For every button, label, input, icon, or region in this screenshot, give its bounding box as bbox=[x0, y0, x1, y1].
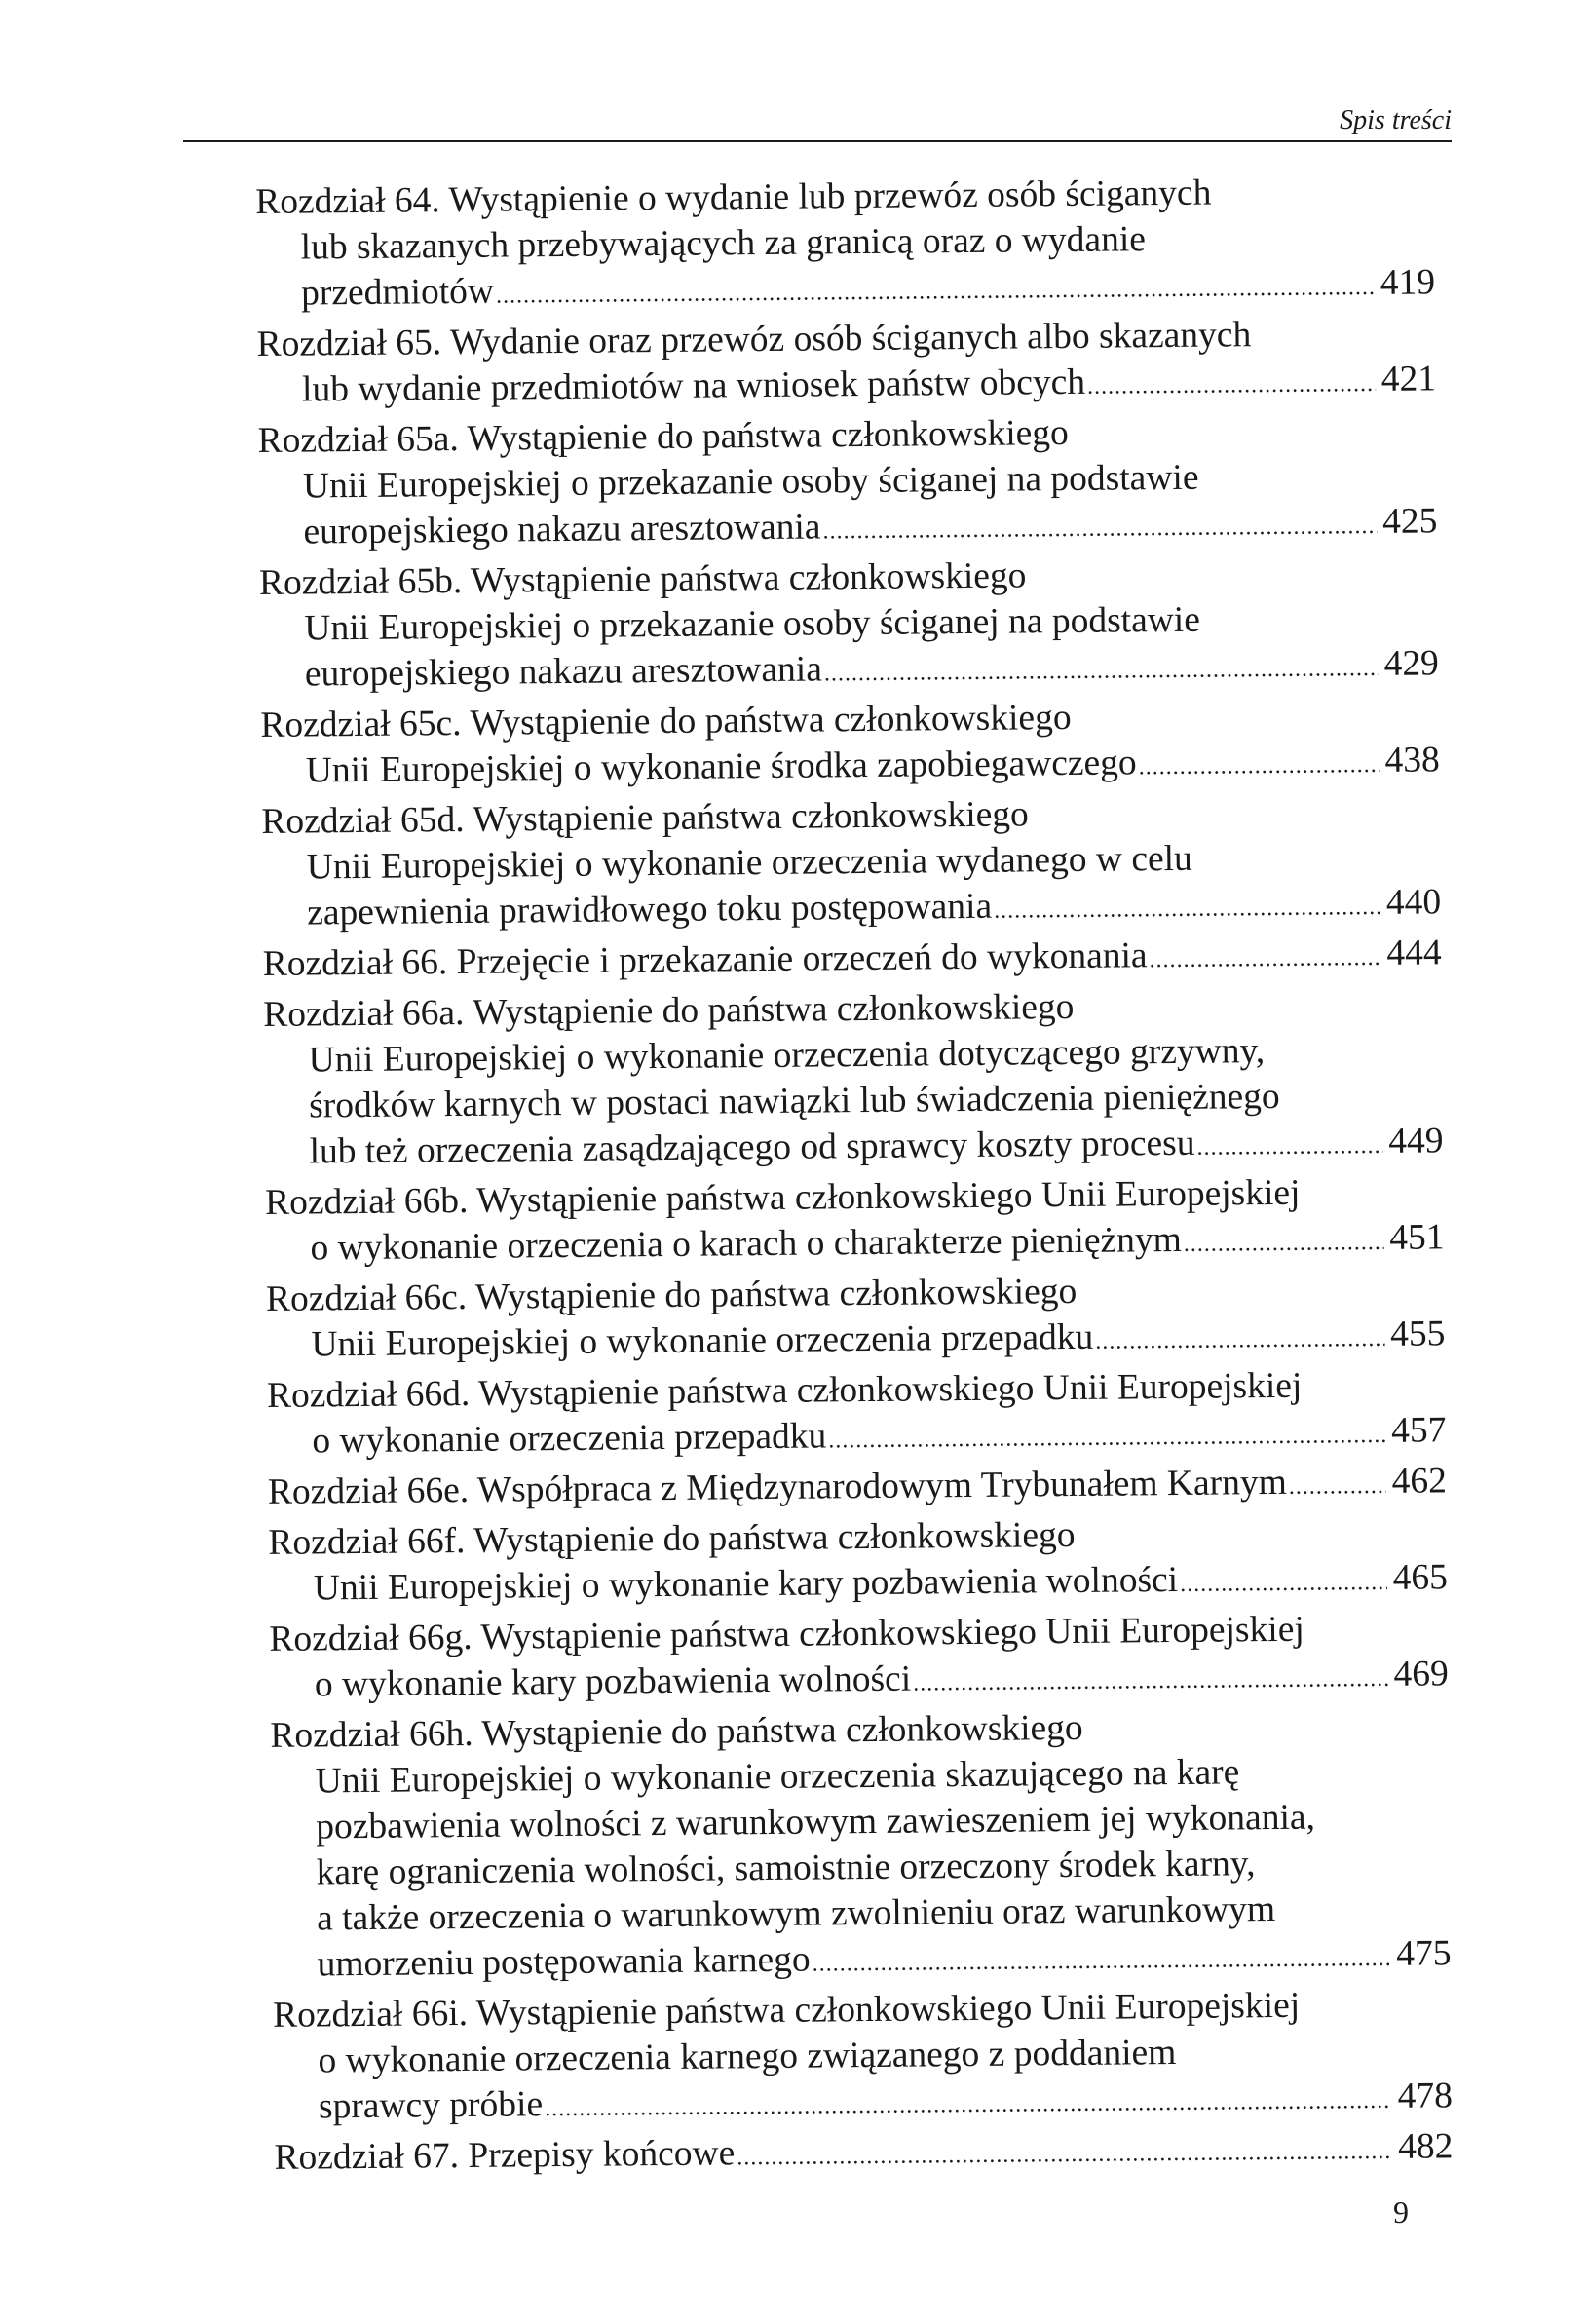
toc-entry-line: lub skazanych przebywających za granicą oraz o wydanie bbox=[300, 219, 1147, 268]
dot-leader bbox=[1180, 1560, 1387, 1608]
toc-entry-line: pozbawienia wolności z warunkowym zawieszeniem jej wykonania, bbox=[316, 1797, 1316, 1848]
toc-entry bbox=[261, 787, 1441, 941]
toc-entry-line: zapewnienia prawidłowego toku postępowania bbox=[307, 886, 993, 933]
toc-page-number: 457 bbox=[1390, 1410, 1447, 1451]
dot-leader bbox=[824, 646, 1379, 697]
toc-page-number: 444 bbox=[1386, 933, 1442, 973]
dot-leader bbox=[1138, 743, 1380, 790]
toc-entry-line: środków karnych w postaci nawiązki lub świadczenia pieniężnego bbox=[308, 1076, 1280, 1126]
dot-leader bbox=[822, 504, 1377, 554]
dot-leader bbox=[737, 2129, 1393, 2181]
toc-entry-line: o wykonanie orzeczenia karnego związanego z poddaniem bbox=[318, 2033, 1177, 2081]
toc-entry-title: Rozdział 65. Wydanie oraz przewóz osób ściganych albo skazanych bbox=[256, 315, 1252, 364]
toc-entry bbox=[269, 1605, 1449, 1713]
toc-entry-line: europejskiego nakazu aresztowania bbox=[304, 649, 823, 695]
toc-entry-title: Rozdział 66. Przejęcie i przekazanie orzeczeń do wykonania bbox=[262, 935, 1148, 984]
toc-entry bbox=[274, 2123, 1453, 2186]
running-header bbox=[183, 105, 1452, 142]
toc-entry-title: Rozdział 66b. Wystąpienie państwa członkowskiego Unii Europejskiej bbox=[264, 1172, 1301, 1223]
toc-entry-line: Unii Europejskiej o wykonanie środka zapobiegawczego bbox=[305, 743, 1137, 791]
toc-entry bbox=[265, 1168, 1445, 1276]
dot-leader bbox=[913, 1657, 1388, 1707]
toc-page-number: 449 bbox=[1388, 1121, 1444, 1162]
toc-entry-line: o wykonanie orzeczenia przepadku bbox=[312, 1416, 827, 1462]
dot-leader bbox=[1289, 1464, 1387, 1510]
toc-page-number: 455 bbox=[1389, 1314, 1446, 1354]
table-of-contents bbox=[255, 168, 1454, 2186]
toc-entry bbox=[267, 1361, 1447, 1469]
toc-entry bbox=[270, 1701, 1452, 1993]
toc-page-number: 475 bbox=[1396, 1933, 1452, 1974]
toc-entry bbox=[263, 980, 1444, 1180]
toc-page-number: 451 bbox=[1389, 1217, 1445, 1258]
toc-page-number: 440 bbox=[1385, 882, 1442, 923]
toc-entry-line: Unii Europejskiej o wykonanie orzeczenia wydanego w celu bbox=[306, 838, 1192, 888]
toc-entry-title: Rozdział 66a. Wystąpienie do państwa członkowskiego bbox=[263, 986, 1075, 1035]
toc-page-number: 469 bbox=[1393, 1654, 1449, 1695]
toc-entry-title: Rozdział 66c. Wystąpienie do państwa członkowskiego bbox=[265, 1271, 1078, 1319]
toc-page-number: 429 bbox=[1383, 643, 1440, 684]
dot-leader bbox=[1184, 1220, 1384, 1268]
toc-entry bbox=[273, 1981, 1453, 2135]
dot-leader bbox=[812, 1936, 1390, 1988]
toc-entry bbox=[266, 1265, 1446, 1373]
toc-page-number: 425 bbox=[1381, 501, 1438, 542]
dot-leader bbox=[828, 1413, 1386, 1464]
toc-entry bbox=[255, 168, 1435, 322]
toc-page-number: 478 bbox=[1397, 2076, 1454, 2116]
toc-entry-line: przedmiotów bbox=[300, 271, 495, 314]
toc-entry-title: Rozdział 65c. Wystąpienie do państwa członkowskiego bbox=[260, 697, 1072, 745]
toc-entry-last-line bbox=[274, 2123, 1453, 2186]
toc-entry-line: europejskiego nakazu aresztowania bbox=[303, 507, 821, 552]
toc-entry-line: Unii Europejskiej o przekazanie osoby ściganej na podstawie bbox=[304, 599, 1201, 649]
toc-entry-line: Unii Europejskiej o przekazanie osoby ściganej na podstawie bbox=[302, 457, 1199, 507]
toc-page-number: 419 bbox=[1380, 262, 1436, 303]
toc-entry-title: Rozdział 66h. Wystąpienie do państwa członkowskiego bbox=[270, 1707, 1083, 1756]
toc-entry bbox=[257, 406, 1437, 560]
toc-entry-title: Rozdział 65a. Wystąpienie do państwa członkowskiego bbox=[257, 412, 1070, 461]
toc-page-number: 462 bbox=[1391, 1461, 1448, 1502]
toc-entry-line: karę ograniczenia wolności, samoistnie orzeczony środek karny, bbox=[316, 1844, 1256, 1893]
toc-entry-line: Unii Europejskiej o wykonanie orzeczenia przepadku bbox=[311, 1316, 1094, 1365]
toc-page-number: 421 bbox=[1380, 359, 1437, 400]
toc-entry-line: Unii Europejskiej o wykonanie kary pozbawienia wolności bbox=[313, 1559, 1179, 1609]
toc-entry bbox=[256, 310, 1436, 418]
toc-entry-title: Rozdział 66i. Wystąpienie państwa członkowskiego Unii Europejskiej bbox=[272, 1985, 1301, 2036]
toc-entry-line: o wykonanie kary pozbawienia wolności bbox=[314, 1658, 912, 1705]
toc-entry-title: Rozdział 66d. Wystąpienie państwa członkowskiego Unii Europejskiej bbox=[266, 1365, 1303, 1416]
toc-entry bbox=[259, 549, 1439, 703]
toc-entry-title: Rozdział 64. Wystąpienie o wydanie lub przewóz osób ściganych bbox=[255, 172, 1212, 222]
toc-page-number: 438 bbox=[1384, 740, 1440, 781]
toc-entry-title: Rozdział 66e. Współpraca z Międzynarodowym Trybunałem Karnym bbox=[267, 1462, 1288, 1512]
toc-entry-title: Rozdział 65b. Wystąpienie państwa członkowskiego bbox=[258, 555, 1027, 603]
toc-entry-title: Rozdział 66g. Wystąpienie państwa członkowskiego Unii Europejskiej bbox=[269, 1609, 1304, 1659]
dot-leader bbox=[545, 2078, 1392, 2132]
dot-leader bbox=[1196, 1124, 1383, 1171]
toc-entry-title: Rozdział 65d. Wystąpienie państwa członkowskiego bbox=[261, 794, 1029, 842]
toc-entry-title: Rozdział 67. Przepisy końcowe bbox=[274, 2133, 736, 2178]
toc-entry-line: umorzeniu postępowania karnego bbox=[317, 1939, 811, 1985]
toc-entry bbox=[260, 691, 1440, 799]
toc-entry-line: lub wydanie przedmiotów na wniosek państw obcych bbox=[301, 362, 1086, 410]
toc-entry-line: lub też orzeczenia zasądzającego od sprawcy koszty procesu bbox=[309, 1123, 1195, 1172]
toc-page-number: 482 bbox=[1397, 2126, 1454, 2167]
running-header-title: Spis treści bbox=[1340, 105, 1452, 135]
dot-leader bbox=[1095, 1316, 1385, 1365]
dot-leader bbox=[1087, 362, 1376, 410]
toc-entry-line: Unii Europejskiej o wykonanie orzeczenia skazującego na karę bbox=[315, 1752, 1240, 1802]
toc-entry-title: Rozdział 66f. Wystąpienie do państwa członkowskiego bbox=[268, 1514, 1076, 1563]
toc-entry bbox=[268, 1508, 1448, 1617]
toc-entry-line: Unii Europejskiej o wykonanie orzeczenia dotyczącego grzywny, bbox=[308, 1031, 1266, 1081]
dot-leader bbox=[1149, 935, 1381, 983]
toc-entry-line: o wykonanie orzeczenia o karach o charakterze pieniężnym bbox=[310, 1219, 1183, 1269]
page-number: 9 bbox=[1393, 2194, 1409, 2229]
toc-page-number: 465 bbox=[1392, 1557, 1449, 1598]
toc-entry-line: sprawcy próbie bbox=[318, 2084, 544, 2127]
toc-entry-line: a także orzeczenia o warunkowym zwolnieniu oraz warunkowym bbox=[316, 1889, 1276, 1939]
dot-leader bbox=[994, 885, 1381, 934]
